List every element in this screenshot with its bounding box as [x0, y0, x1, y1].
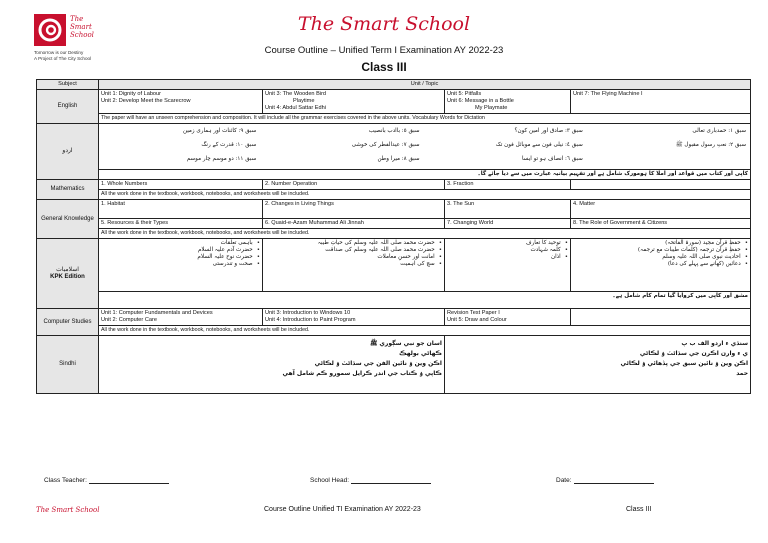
list-item: • صحت و تندرستی [101, 261, 260, 268]
unit-item: Unit 4: Introduction to Paint Program [265, 317, 356, 323]
unit-item: Unit 6: Message in a Bottle [447, 98, 514, 104]
urdu-note-row [37, 169, 751, 179]
subject-mathematics: Mathematics [37, 180, 99, 200]
islamiat-col-2 [445, 239, 571, 292]
computer-units-2 [263, 309, 445, 326]
list-item: • امانت اور حسنِ معاملات [265, 254, 442, 261]
unit-item: Unit 4: Abdul Sattar Edhi [265, 105, 326, 111]
computer-note-row [37, 326, 751, 336]
sindhi-item: سنڌي ء اردو الف ب پ [681, 340, 749, 347]
list-item: • کلمہ شہادت [447, 247, 568, 254]
islamiat-col-3 [263, 239, 445, 292]
footer-brand: The Smart School [36, 506, 100, 514]
list-item: • اذان [447, 254, 568, 261]
unit-item: 4. Matter [571, 200, 751, 219]
list-item: • احادیث نبوی صلی اللہ علیہ وسلم [573, 254, 748, 261]
sindhi-item: اسان جو نبي سڳوري ﷺ [370, 340, 442, 347]
unit-item: Unit 5: Draw and Colour [447, 317, 507, 323]
computer-units-row [37, 309, 751, 326]
footer-class: Class III [626, 506, 652, 513]
list-item: • حفظِ قرآن مجید (سورۃ الفاتحہ) [573, 240, 748, 247]
unit-item: 3. The Sun [445, 200, 571, 219]
english-units-4 [571, 90, 751, 114]
english-note: The paper will have an unseen comprehension and composition. It will include all the grammar exercises covered in the above units. Vocabulary Words for Dictation [99, 114, 751, 124]
empty-cell [571, 309, 751, 326]
computer-note: All the work done in the textbook, workbook, notebooks, and worksheets will be included. [99, 326, 751, 336]
urdu-lesson: سبق ١: حمدباری تعالی [692, 128, 747, 134]
class-teacher-label: Class Teacher: [44, 477, 87, 484]
subject-general-knowledge: General Knowledge [37, 200, 99, 239]
sindhi-right [445, 336, 751, 394]
empty-cell [571, 180, 751, 190]
urdu-lesson: سبق ٤: نیلی فون سے موبائل فون تک [495, 142, 583, 148]
urdu-lesson [593, 156, 746, 163]
english-units-row [37, 90, 751, 114]
unit-item: 2. Changes in Living Things [263, 200, 445, 219]
list-item: • سچ کی اہمیت [265, 261, 442, 268]
urdu-lesson: سبق ٩: کائنات اور ہماری زمین [182, 128, 257, 134]
islamiat-edition: KPK Edition [50, 273, 85, 280]
urdu-lesson: سبق ٣: صادق اور امین کون؟ [514, 128, 583, 134]
urdu-lesson: سبق ١١: دو موسم چار موسم [186, 156, 257, 162]
gk-units-row-1 [37, 200, 751, 219]
list-item: • حضرت محمد صلی اللہ علیہ وسلم کی صداقت [265, 247, 442, 254]
unit-item: Unit 2: Develop Meet the Scarecrow [101, 98, 191, 104]
logo-word-3: School [70, 31, 94, 39]
school-title: The Smart School [297, 13, 471, 35]
class-teacher-blank [89, 478, 169, 484]
table-header-row [37, 80, 751, 90]
urdu-row [37, 124, 751, 170]
unit-item: 3. Fraction [445, 180, 571, 190]
gk-note: All the work done in the textbook, workbook, notebooks, and worksheets will be included. [99, 229, 751, 239]
unit-item: 6. Quaid-e-Azam Muhammad Ali Jinnah [263, 219, 445, 229]
unit-item: My Playmate [475, 105, 508, 111]
date-label: Date: [556, 477, 572, 484]
unit-item: 5. Resources & their Types [99, 219, 263, 229]
class-teacher-field [44, 477, 169, 484]
subject-column-header: Subject [37, 80, 99, 90]
unit-item: 8. The Role of Government & Citizens [571, 219, 751, 229]
unit-item: Playtime [293, 98, 315, 104]
subject-urdu: اردو [37, 124, 99, 180]
unit-item: 1. Habitat [99, 200, 263, 219]
gk-units-row-2 [37, 219, 751, 229]
subject-english: English [37, 90, 99, 124]
logo-tagline-text: Tomorrow is our Destiny [34, 50, 84, 55]
urdu-lesson: سبق ١٠: قدرت کے رنگ [201, 142, 257, 148]
sindhi-item: ڪهاڻي بولهڪ [399, 350, 442, 357]
school-head-blank [351, 478, 431, 484]
logo-word-2: Smart [70, 23, 92, 31]
sindhi-item: ڪاپي ۏ ڪتاب جي اندر ڪرايل سمورو ڪم شامل آهي [282, 370, 442, 377]
list-item: • حضرت آدم علیہ السلام [101, 247, 260, 254]
gk-note-row [37, 229, 751, 239]
unit-item: Unit 5: Pitfalls [447, 91, 482, 97]
computer-units-1 [99, 309, 263, 326]
sindhi-row [37, 336, 751, 394]
english-units-1 [99, 90, 263, 114]
math-units-row [37, 180, 751, 190]
class-title: Class III [361, 60, 407, 74]
unit-item: Unit 2: Computer Care [101, 317, 157, 323]
list-item: • دعائیں (کھانے سے پہلے کی دعا) [573, 261, 748, 268]
subject-computer-studies: Computer Studies [37, 309, 99, 336]
urdu-lesson: سبق ٦: انصاف ہو تو ایسا [522, 156, 583, 162]
sindhi-item: اڪن وين ۏ نائين الفن جي سڌاڻٽ ۏ لڪاڻي [314, 360, 442, 367]
list-item: • حضرت محمد صلی اللہ علیہ وسلم کی حیاتِ طیبہ [265, 240, 442, 247]
islamiat-col-4 [99, 239, 263, 292]
list-item: • توحید کا تعارف [447, 240, 568, 247]
unit-item: 7. Changing World [445, 219, 571, 229]
course-title: Course Outline – Unified Term I Examination AY 2022-23 [264, 45, 504, 56]
footer-doc-name: Course Outline Unified TI Examination AY 2022-23 [264, 506, 421, 513]
logo-word-1: The [70, 15, 84, 23]
sindhi-item: اڪن وين ۏ نائين سبق جي پڎهائي ۏ لڪاڻي [620, 360, 749, 367]
list-item: • حفظِ قرآن ترجمہ (کلمات طیبات مع ترجمہ) [573, 247, 748, 254]
islamiat-title: اسلامیات [56, 266, 79, 273]
school-head-label: School Head: [310, 477, 350, 484]
english-units-2 [263, 90, 445, 114]
subject-sindhi: Sindhi [37, 336, 99, 394]
english-note-row [37, 114, 751, 124]
school-head-field [310, 477, 431, 484]
list-item: • باہمی تعلقات [101, 240, 260, 247]
urdu-lesson: سبق ٢: نعتِ رسول مقبول ﷺ [675, 142, 747, 148]
subject-islamiat [37, 239, 99, 309]
islamiat-row [37, 239, 751, 292]
date-field [556, 477, 654, 484]
unit-item: Revision Test Paper I [447, 310, 500, 316]
english-units-3 [445, 90, 571, 114]
unit-item: Unit 3: Introduction to Windows 10 [265, 310, 351, 316]
unit-column-header: Unit / Topic [99, 80, 751, 90]
urdu-lessons [99, 124, 751, 170]
unit-item: Unit 1: Computer Fundamentals and Devices [101, 310, 213, 316]
logo-subtag-text: A Project of The City School [34, 56, 92, 61]
urdu-lesson: سبق ٧: عیدالفطر کی خوشی [351, 142, 420, 148]
urdu-lesson: سبق ٨: میرا وطن [377, 156, 420, 162]
unit-item: 2. Number Operation [263, 180, 445, 190]
urdu-lesson: سبق ٥: باادب بانصیب [368, 128, 420, 134]
islamiat-col-1 [571, 239, 751, 292]
sindhi-left [99, 336, 445, 394]
sindhi-item: ي ء وارن اڪرن جي سڌاڻٽ ۏ لڪاڻي [639, 350, 749, 357]
urdu-note: کاپی اور کتاب میں قواعد اور املا کا ہومورک شامل ہے اور تفہیم بیانیہ عبارت میں سے دیا جائے گا۔ [99, 169, 751, 179]
islamiat-note: مشق اور کاپی میں کروایا گیا تمام کام شامل ہے۔ [99, 291, 751, 308]
unit-item: Unit 1: Dignity of Labour [101, 91, 162, 97]
sindhi-item: حمد [736, 370, 749, 377]
math-note-row [37, 190, 751, 200]
course-outline-table [36, 79, 751, 394]
date-blank [574, 478, 654, 484]
math-note: All the work done in the textbook, workbook, notebooks, and worksheets will be included. [99, 190, 751, 200]
list-item: • حضرت نوح علیہ السلام [101, 254, 260, 261]
unit-item: Unit 7: The Flying Machine I [573, 91, 643, 97]
computer-units-3 [445, 309, 571, 326]
unit-item: Unit 3: The Wooden Bird [265, 91, 327, 97]
islamiat-note-row [37, 291, 751, 308]
unit-item: 1. Whole Numbers [99, 180, 263, 190]
